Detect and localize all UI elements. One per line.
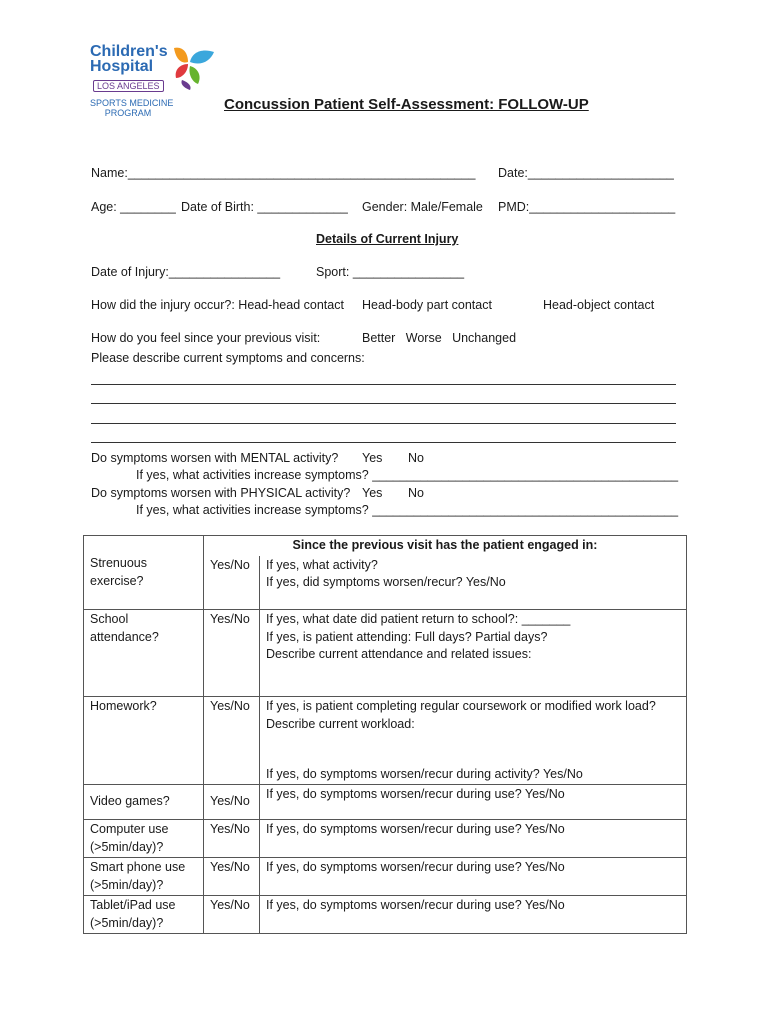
activity-cell: Smart phone use (>5min/day)?	[84, 858, 204, 896]
detail-cell[interactable]: If yes, do symptoms worsen/recur during use? Yes/No	[260, 858, 687, 896]
mental-no[interactable]: No	[408, 451, 424, 465]
activity-table	[83, 535, 687, 934]
age-field[interactable]: Age: ________	[91, 200, 176, 214]
injury-option-object[interactable]: Head-object contact	[543, 298, 655, 312]
yes-no-cell[interactable]: Yes/No	[204, 785, 260, 820]
page-title: Concussion Patient Self-Assessment: FOLLOW-UP	[224, 96, 589, 113]
feel-options[interactable]: Better Worse Unchanged	[362, 331, 517, 345]
detail-cell[interactable]: If yes, is patient completing regular coursework or modified work load? Describe current workload: If yes, do symptoms worsen/recur during activity? Yes/No	[260, 697, 687, 785]
activity-cell: Computer use (>5min/day)?	[84, 820, 204, 858]
describe-prompt: Please describe current symptoms and concerns:	[91, 351, 365, 365]
mental-followup[interactable]: If yes, what activities increase symptoms? ____________________________________________	[136, 468, 679, 482]
physical-yes[interactable]: Yes	[362, 486, 383, 500]
yes-no-cell[interactable]: Yes/No	[204, 610, 260, 697]
table-header: Since the previous visit has the patient engaged in:	[204, 536, 687, 556]
physical-no[interactable]: No	[408, 486, 424, 500]
hospital-logo	[90, 44, 220, 128]
activity-cell: Video games?	[84, 785, 204, 820]
butterfly-icon	[168, 44, 216, 90]
symptoms-line-1[interactable]	[91, 384, 676, 385]
logo-program: SPORTS MEDICINE PROGRAM	[90, 98, 174, 118]
sport-field[interactable]: Sport: ________________	[316, 265, 465, 279]
activity-cell: School attendance?	[84, 610, 204, 697]
yes-no-cell[interactable]: Yes/No	[204, 556, 260, 610]
logo-los-angeles: LOS ANGELES	[93, 80, 164, 92]
gender-field[interactable]: Gender: Male/Female	[362, 200, 483, 214]
mental-yes[interactable]: Yes	[362, 451, 383, 465]
detail-cell[interactable]: If yes, do symptoms worsen/recur during use? Yes/No	[260, 820, 687, 858]
activity-cell: Homework?	[84, 697, 204, 785]
logo-hospital-name: Children's Hospital	[90, 43, 168, 75]
physical-question: Do symptoms worsen with PHYSICAL activity?	[91, 486, 351, 500]
yes-no-cell[interactable]: Yes/No	[204, 820, 260, 858]
physical-followup[interactable]: If yes, what activities increase symptoms? ____________________________________________	[136, 503, 679, 517]
dob-field[interactable]: Date of Birth: _____________	[181, 200, 348, 214]
activity-cell: Strenuous exercise?	[84, 536, 204, 610]
mental-question: Do symptoms worsen with MENTAL activity?	[91, 451, 339, 465]
activity-cell: Tablet/iPad use (>5min/day)?	[84, 896, 204, 934]
date-field[interactable]: Date:_____________________	[498, 166, 674, 180]
detail-cell[interactable]: If yes, do symptoms worsen/recur during use? Yes/No	[260, 896, 687, 934]
detail-cell[interactable]: If yes, what activity? If yes, did symptoms worsen/recur? Yes/No	[260, 556, 687, 610]
symptoms-line-2[interactable]	[91, 403, 676, 404]
yes-no-cell[interactable]: Yes/No	[204, 697, 260, 785]
section-title: Details of Current Injury	[316, 232, 459, 246]
date-of-injury-field[interactable]: Date of Injury:________________	[91, 265, 281, 279]
detail-cell[interactable]: If yes, do symptoms worsen/recur during use? Yes/No	[260, 785, 687, 820]
feel-question: How do you feel since your previous visit:	[91, 331, 321, 345]
injury-option-body[interactable]: Head-body part contact	[362, 298, 492, 312]
detail-cell[interactable]: If yes, what date did patient return to school?: _______ If yes, is patient attending: Full days? Partial days? Describe current attendance and related issues:	[260, 610, 687, 697]
name-field[interactable]: Name:__________________________________________________	[91, 166, 476, 180]
homework-symptoms-question: If yes, do symptoms worsen/recur during activity? Yes/No	[266, 766, 583, 781]
pmd-field[interactable]: PMD:_____________________	[498, 200, 676, 214]
yes-no-cell[interactable]: Yes/No	[204, 858, 260, 896]
yes-no-cell[interactable]: Yes/No	[204, 896, 260, 934]
injury-question: How did the injury occur?: Head-head contact	[91, 298, 344, 312]
symptoms-line-3[interactable]	[91, 423, 676, 424]
symptoms-line-4[interactable]	[91, 442, 676, 443]
